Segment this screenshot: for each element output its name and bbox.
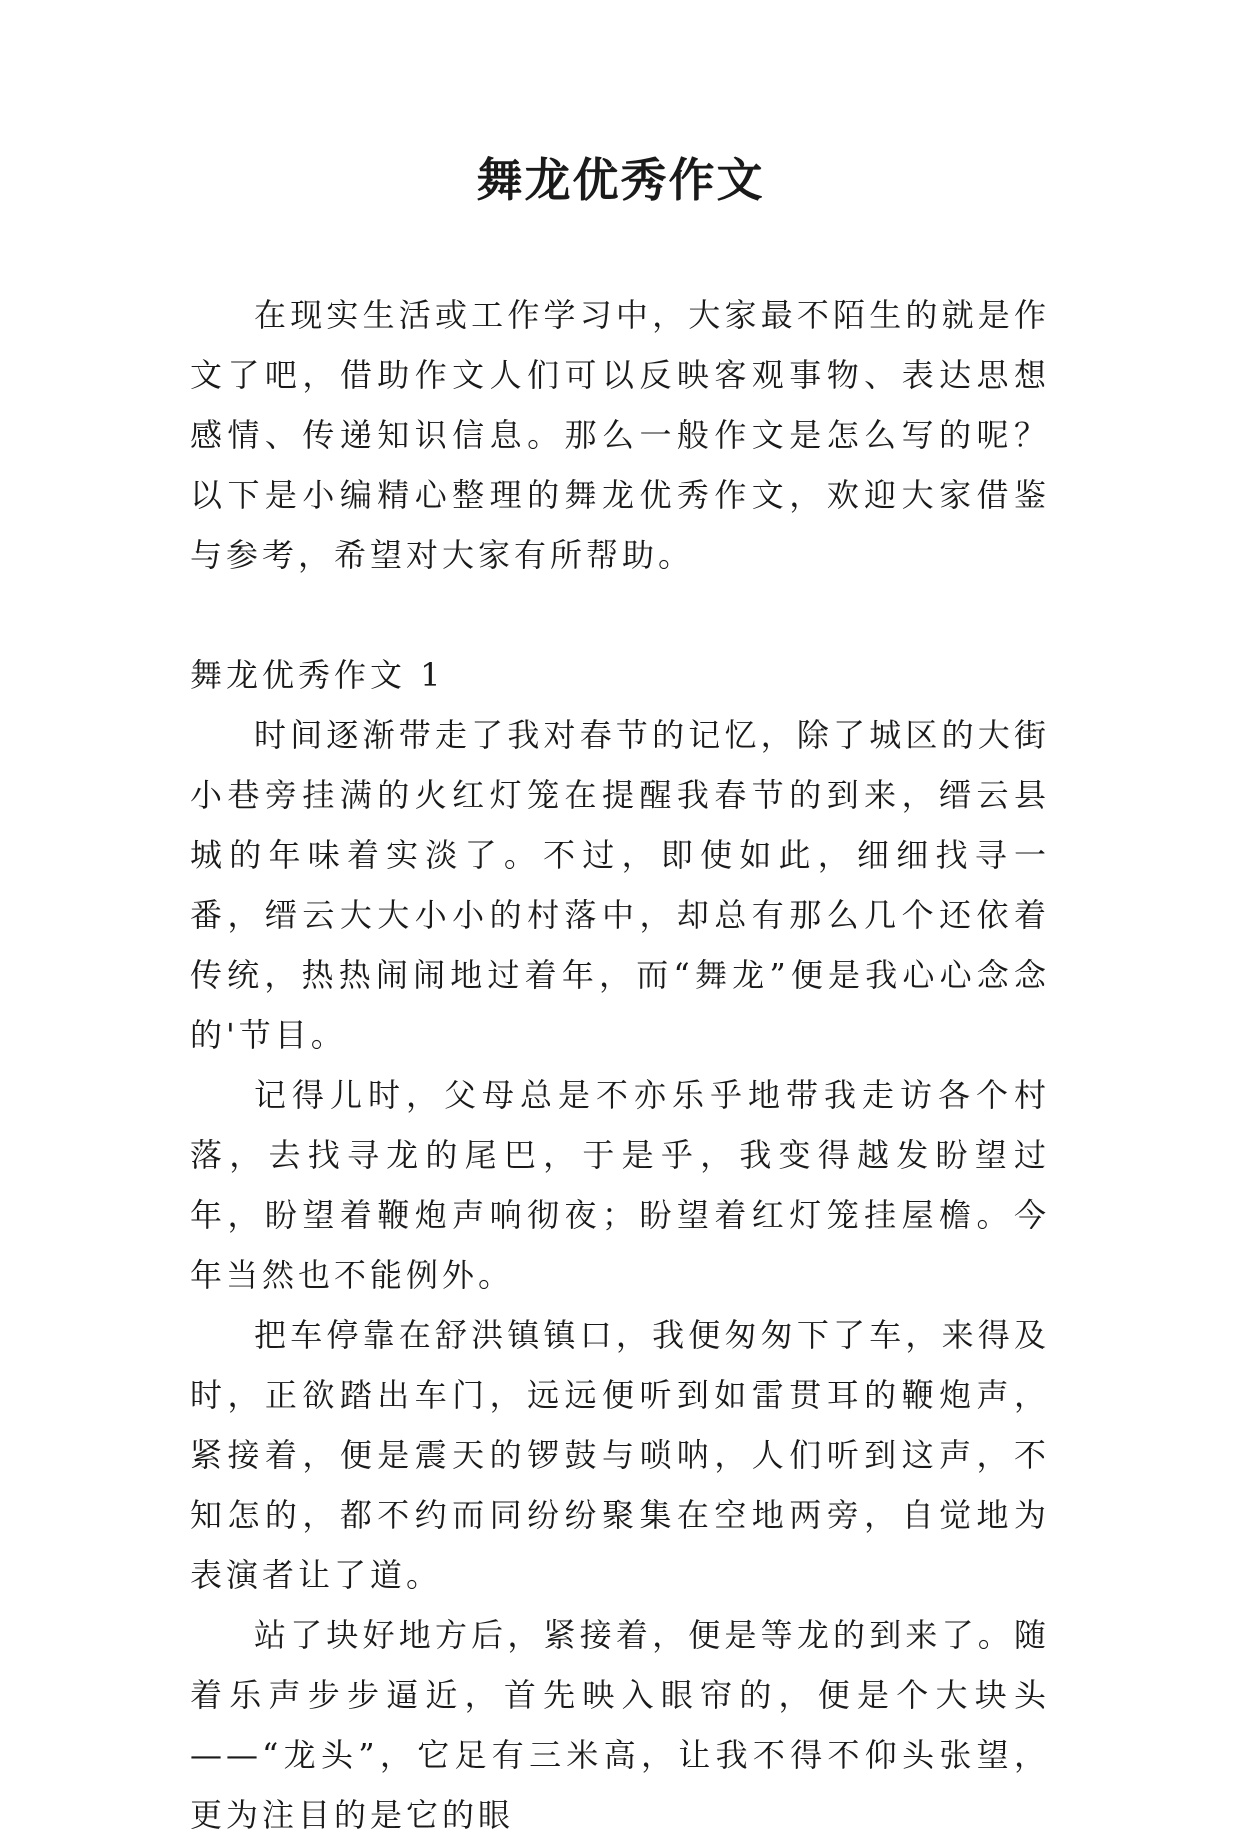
body-paragraph-3: 把车停靠在舒洪镇镇口，我便匆匆下了车，来得及时，正欲踏出车门，远远便听到如雷贯耳的鞭炮声，紧接着，便是震天的锣鼓与唢呐，人们听到这声，不知怎的，都不约而同纷纷聚集在空地两旁，自觉地为表演者让了道。 bbox=[190, 1316, 1050, 1594]
body-paragraph-4: 站了块好地方后，紧接着，便是等龙的到来了。随着乐声步步逼近，首先映入眼帘的，便是个大块头——“龙头”，它足有三米高，让我不得不仰头张望，更为注目的是它的眼 bbox=[190, 1616, 1050, 1834]
document-title: 舞龙优秀作文 bbox=[476, 153, 765, 207]
body-paragraph-1: 时间逐渐带走了我对春节的记忆，除了城区的大街小巷旁挂满的火红灯笼在提醒我春节的到来，缙云县城的年味着实淡了。不过，即使如此，细细找寻一番，缙云大大小小的村落中，却总有那么几个还依着传统，热热闹闹地过着年，而“舞龙”便是我心心念念的'节目。 bbox=[190, 716, 1050, 1054]
intro-paragraph: 在现实生活或工作学习中，大家最不陌生的就是作文了吧，借助作文人们可以反映客观事物、表达思想感情、传递知识信息。那么一般作文是怎么写的呢？以下是小编精心整理的舞龙优秀作文，欢迎大家借鉴与参考，希望对大家有所帮助。 bbox=[190, 296, 1050, 574]
body-paragraph-2: 记得儿时，父母总是不亦乐乎地带我走访各个村落，去找寻龙的尾巴，于是乎，我变得越发盼望过年，盼望着鞭炮声响彻夜；盼望着红灯笼挂屋檐。今年当然也不能例外。 bbox=[190, 1076, 1050, 1294]
document-body bbox=[190, 285, 1050, 1845]
section-heading: 舞龙优秀作文 1 bbox=[190, 656, 445, 694]
